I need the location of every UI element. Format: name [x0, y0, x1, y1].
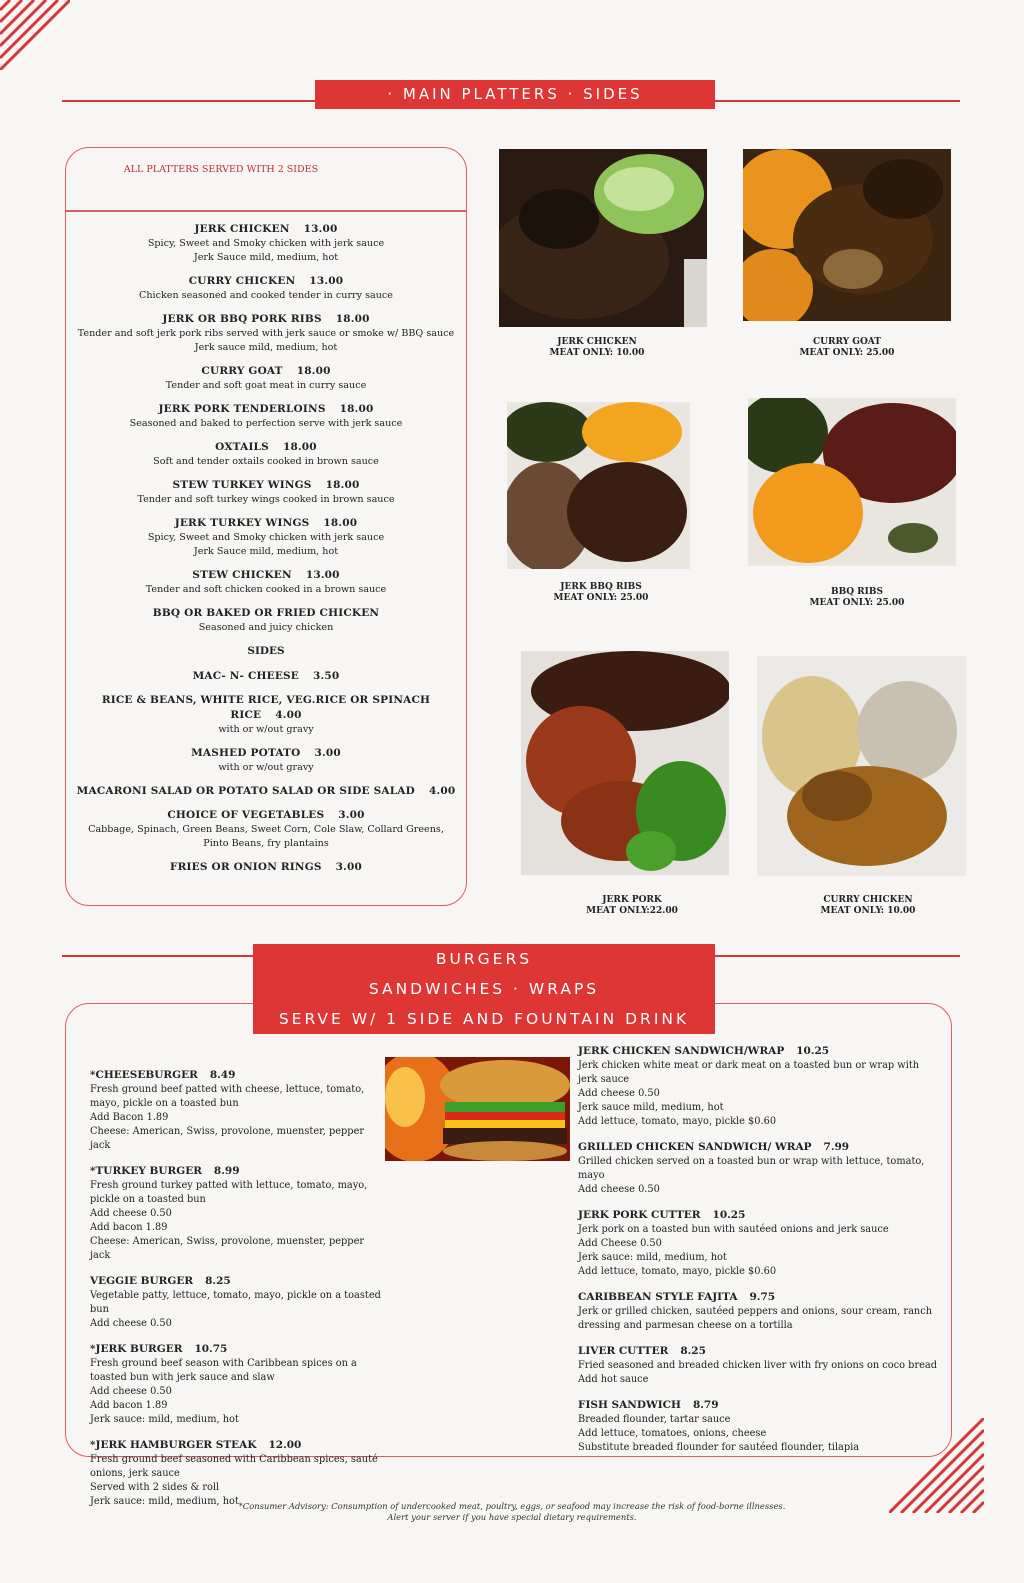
menu-item-name: BBQ OR BAKED OR FRIED CHICKEN	[152, 607, 380, 619]
caption-name: JERK BBQ RIBS	[560, 582, 642, 592]
burger-item-title	[90, 1068, 385, 1083]
menu-item-description: Seasoned and baked to perfection serve with jerk sauce	[129, 418, 403, 429]
menu-item-price: 18.00	[325, 479, 360, 491]
menu-item-title	[70, 364, 462, 379]
burger-item-line: Add bacon 1.89	[90, 1400, 168, 1411]
menu-item-description: Tender and soft chicken cooked in a brown sauce	[145, 584, 387, 595]
burger-menu-item	[578, 1140, 938, 1197]
menu-item-title	[70, 669, 462, 684]
burger-item-title	[90, 1164, 385, 1179]
burger-item-price: 10.25	[712, 1209, 746, 1221]
curry-chicken-photo	[757, 656, 966, 876]
burger-menu-item	[90, 1342, 385, 1427]
menu-item-description: with or w/out gravy	[218, 724, 314, 735]
burger-item-line: Fresh ground beef patted with cheese, lettuce, tomato, mayo, pickle on a toasted bun	[90, 1084, 365, 1109]
menu-item-description: with or w/out gravy	[218, 762, 314, 773]
burger-menu-item	[90, 1438, 385, 1509]
menu-item-name: MACARONI SALAD OR POTATO SALAD OR SIDE SALAD	[76, 785, 415, 797]
burger-item-line: Add cheese 0.50	[90, 1318, 172, 1329]
menu-item-title	[70, 402, 462, 417]
menu-item-price: 13.00	[303, 223, 338, 235]
menu-item-price: 3.50	[313, 670, 340, 682]
burger-item-line: Add cheese 0.50	[90, 1386, 172, 1397]
platters-menu-box	[65, 147, 467, 906]
burger-menu-item	[578, 1290, 938, 1333]
menu-item	[70, 312, 462, 355]
burger-item-title	[578, 1398, 938, 1413]
menu-item-title	[70, 860, 462, 875]
menu-item-price: 4.00	[428, 785, 456, 797]
menu-item-title	[70, 440, 462, 455]
menu-item-description: Tender and soft goat meat in curry sauce	[165, 380, 367, 391]
burger-item-line: Add lettuce, tomato, mayo, pickle $0.60	[578, 1116, 777, 1127]
menu-item-description: Tender and soft turkey wings cooked in brown sauce	[137, 494, 395, 505]
burger-item-price: 9.75	[749, 1291, 776, 1303]
menu-item-price: 18.00	[323, 517, 358, 529]
menu-item-description: Spicy, Sweet and Smoky chicken with jerk sauce	[147, 238, 385, 249]
burger-item-price: 8.99	[213, 1165, 240, 1177]
burger-item-title	[578, 1290, 938, 1305]
burger-item-price: 10.25	[796, 1045, 830, 1057]
burger-item-line: Add cheese 0.50	[90, 1208, 172, 1219]
burger-item-line: Cheese: American, Swiss, provolone, muenster, pepper jack	[90, 1236, 365, 1261]
burger-item-line: Add Cheese 0.50	[578, 1238, 662, 1249]
menu-item	[70, 746, 462, 775]
menu-item-price: 13.00	[309, 275, 344, 287]
burger-menu-item	[578, 1398, 938, 1455]
curry-chicken-caption	[768, 895, 968, 917]
burger-item-line: Jerk or grilled chicken, sautéed peppers and onions, sour cream, ranch dressing and parmesan cheese on a tortilla	[578, 1306, 933, 1331]
caption-name: BBQ RIBS	[831, 587, 883, 597]
burger-item-name: FISH SANDWICH	[578, 1399, 681, 1411]
menu-item-price: 18.00	[296, 365, 331, 377]
menu-item-description: Jerk sauce mild, medium, hot	[194, 342, 338, 353]
menu-item-title	[70, 606, 462, 621]
burger-item-line: Fresh ground beef season with Caribbean spices on a toasted bun with jerk sauce and slaw	[90, 1358, 357, 1383]
menu-item-name: FRIES OR ONION RINGS	[169, 861, 322, 873]
burger-item-price: 8.79	[692, 1399, 719, 1411]
menu-item-name: CHOICE OF VEGETABLES	[167, 809, 325, 821]
bbq-ribs-caption	[757, 587, 957, 609]
menu-item-name: OXTAILS	[215, 441, 269, 453]
menu-item-price: 18.00	[339, 403, 374, 415]
caption-meat-price: MEAT ONLY: 25.00	[809, 598, 905, 608]
menu-item-title	[70, 746, 462, 761]
burger-menu-item	[578, 1208, 938, 1279]
burger-item-line: Add Bacon 1.89	[90, 1112, 169, 1123]
burger-item-title	[578, 1344, 938, 1359]
burger-item-title	[578, 1140, 938, 1155]
caption-meat-price: MEAT ONLY:22.00	[586, 906, 678, 916]
burger-item-line: Jerk chicken white meat or dark meat on a toasted bun or wrap with jerk sauce	[578, 1060, 920, 1085]
curry-goat-photo	[743, 149, 951, 321]
menu-item-title	[70, 274, 462, 289]
burgers-right-column	[578, 1044, 938, 1466]
burger-item-line: Served with 2 sides & roll	[90, 1482, 220, 1493]
menu-item-name: RICE & BEANS, WHITE RICE, VEG.RICE OR SPINACH RICE	[101, 694, 431, 721]
burger-item-line: Add lettuce, tomatoes, onions, cheese	[578, 1428, 767, 1439]
burger-item-line: Grilled chicken served on a toasted bun or wrap with lettuce, tomato, mayo	[578, 1156, 925, 1181]
caption-meat-price: MEAT ONLY: 10.00	[820, 906, 916, 916]
burger-item-line: Add hot sauce	[578, 1374, 649, 1385]
menu-item-description: Jerk Sauce mild, medium, hot	[193, 546, 339, 557]
burger-item-name: JERK CHICKEN SANDWICH/WRAP	[578, 1045, 785, 1057]
menu-item-title	[70, 568, 462, 583]
burger-item-name: *CHEESEBURGER	[90, 1069, 198, 1081]
burger-menu-item	[578, 1044, 938, 1129]
menu-item-name: JERK TURKEY WINGS	[174, 517, 310, 529]
jerk-pork-caption	[532, 895, 732, 917]
menu-item-title	[70, 222, 462, 237]
burger-item-price: 12.00	[268, 1439, 302, 1451]
menu-item-price: 13.00	[305, 569, 340, 581]
caption-meat-price: MEAT ONLY: 25.00	[799, 348, 895, 358]
burger-item-title	[90, 1438, 385, 1453]
jerk-chicken-photo	[499, 149, 707, 327]
burger-item-price: 8.25	[205, 1275, 231, 1287]
burger-item-name: *JERK HAMBURGER STEAK	[90, 1439, 257, 1451]
curry-goat-caption	[747, 337, 947, 359]
burger-item-line: Jerk sauce: mild, medium, hot	[578, 1252, 727, 1263]
burger-item-title	[578, 1044, 938, 1059]
burger-item-line: Jerk sauce mild, medium, hot	[578, 1102, 724, 1113]
jerk-bbq-ribs-photo	[507, 402, 690, 569]
burger-item-name: CARIBBEAN STYLE FAJITA	[578, 1291, 738, 1303]
burger-item-line: Fresh ground turkey patted with lettuce, tomato, mayo, pickle on a toasted bun	[90, 1180, 368, 1205]
menu-item-price: 4.00	[275, 709, 302, 721]
menu-item	[70, 516, 462, 559]
consumer-advisory	[0, 1501, 1024, 1523]
caption-name: JERK PORK	[602, 895, 662, 905]
menu-item	[70, 606, 462, 635]
caption-meat-price: MEAT ONLY: 10.00	[549, 348, 645, 358]
menu-item-title	[70, 312, 462, 327]
advisory-line-1: *Consumer Advisory: Consumption of undercooked meat, poultry, eggs, or seafood may increase the risk of food-borne illnesses.	[238, 1501, 786, 1511]
burger-item-line: Jerk sauce: mild, medium, hot	[90, 1414, 239, 1425]
caption-name: CURRY GOAT	[813, 337, 881, 347]
menu-item-description: Pinto Beans, fry plantains	[203, 838, 329, 849]
menu-item-title	[70, 693, 462, 723]
main-platters-banner: · MAIN PLATTERS · SIDES	[315, 80, 715, 109]
menu-item	[70, 784, 462, 799]
platters-list	[70, 222, 462, 884]
burger-item-title	[90, 1274, 385, 1289]
burger-item-price: 7.99	[823, 1141, 850, 1153]
menu-item-name: MASHED POTATO	[191, 747, 301, 759]
burger-item-price: 8.49	[209, 1069, 236, 1081]
menu-item-name: STEW TURKEY WINGS	[172, 479, 312, 491]
advisory-line-2: Alert your server if you have special dietary requirements.	[387, 1512, 637, 1522]
bbq-ribs-photo	[748, 398, 956, 566]
menu-item-price: 3.00	[338, 809, 365, 821]
burger-item-price: 10.75	[194, 1343, 228, 1355]
burger-item-name: JERK PORK CUTTER	[578, 1209, 701, 1221]
menu-item-description: Cabbage, Spinach, Green Beans, Sweet Corn, Cole Slaw, Collard Greens,	[88, 824, 444, 835]
menu-item	[70, 274, 462, 303]
burger-menu-item	[90, 1274, 385, 1331]
menu-item	[70, 402, 462, 431]
caption-meat-price: MEAT ONLY: 25.00	[553, 593, 649, 603]
burger-item-line: Breaded flounder, tartar sauce	[578, 1414, 731, 1425]
menu-item-title	[70, 808, 462, 823]
menu-item-description: Chicken seasoned and cooked tender in curry sauce	[139, 290, 393, 301]
burger-item-line: Add cheese 0.50	[578, 1088, 660, 1099]
menu-item	[70, 693, 462, 737]
menu-item	[70, 669, 462, 684]
burger-menu-item	[578, 1344, 938, 1387]
menu-item	[70, 440, 462, 469]
menu-item-name: MAC- N- CHEESE	[192, 670, 300, 682]
caption-name: CURRY CHICKEN	[823, 895, 913, 905]
menu-item	[70, 808, 462, 851]
menu-item	[70, 222, 462, 265]
menu-item-description: Soft and tender oxtails cooked in brown sauce	[153, 456, 379, 467]
burgers-banner	[253, 944, 715, 1034]
menu-item-description: Seasoned and juicy chicken	[198, 622, 334, 633]
menu-item-price: 3.00	[335, 861, 363, 873]
burgers-left-column	[90, 1068, 385, 1520]
caption-name: JERK CHICKEN	[557, 337, 637, 347]
platters-divider	[66, 210, 466, 212]
menu-item-price: 3.00	[314, 747, 341, 759]
menu-item-name: JERK OR BBQ PORK RIBS	[162, 313, 322, 325]
burgers-banner-line-2: SANDWICHES · WRAPS	[368, 980, 600, 998]
menu-item-name: CURRY GOAT	[201, 365, 283, 377]
burgers-banner-line-3: SERVE W/ 1 SIDE AND FOUNTAIN DRINK	[278, 1010, 690, 1028]
burger-item-line: Fried seasoned and breaded chicken liver with fry onions on coco bread	[578, 1360, 938, 1371]
menu-item-name: JERK PORK TENDERLOINS	[158, 403, 326, 415]
burger-item-line: Jerk pork on a toasted bun with sautéed onions and jerk sauce	[578, 1224, 889, 1235]
burger-photo	[385, 1057, 570, 1161]
burger-item-line: Cheese: American, Swiss, provolone, muenster, pepper jack	[90, 1126, 365, 1151]
menu-item	[70, 364, 462, 393]
burgers-banner-line-1: BURGERS	[435, 950, 533, 968]
corner-stripes-top-left	[0, 0, 70, 70]
burger-menu-item	[90, 1164, 385, 1263]
menu-item-price: 18.00	[282, 441, 317, 453]
burger-item-name: *JERK BURGER	[90, 1343, 183, 1355]
jerk-bbq-ribs-caption	[501, 582, 701, 604]
burger-item-line: Jerk sauce: mild, medium, hot	[90, 1496, 239, 1507]
burger-item-name: GRILLED CHICKEN SANDWICH/ WRAP	[578, 1141, 812, 1153]
burger-item-name: VEGGIE BURGER	[90, 1275, 194, 1287]
menu-item	[70, 568, 462, 597]
platters-note: ALL PLATTERS SERVED WITH 2 SIDES	[123, 164, 319, 175]
burger-item-title	[578, 1208, 938, 1223]
burger-item-price: 8.25	[680, 1345, 706, 1357]
burger-item-line: Add lettuce, tomato, mayo, pickle $0.60	[578, 1266, 777, 1277]
burger-menu-item	[90, 1068, 385, 1153]
menu-item-price: 18.00	[335, 313, 370, 325]
burger-item-line: Substitute breaded flounder for sautéed flounder, tilapia	[578, 1442, 860, 1453]
menu-item-title	[70, 478, 462, 493]
menu-item-description: Jerk Sauce mild, medium, hot	[193, 252, 339, 263]
burger-item-line: Add bacon 1.89	[90, 1222, 168, 1233]
burger-item-line: Add cheese 0.50	[578, 1184, 660, 1195]
burger-item-name: LIVER CUTTER	[578, 1345, 669, 1357]
jerk-chicken-caption	[497, 337, 697, 359]
sides-heading: SIDES	[247, 645, 285, 657]
burger-item-name: *TURKEY BURGER	[90, 1165, 202, 1177]
menu-item	[70, 478, 462, 507]
menu-item-description: Spicy, Sweet and Smoky chicken with jerk sauce	[147, 532, 385, 543]
menu-item-name: JERK CHICKEN	[194, 223, 290, 235]
menu-item-name: CURRY CHICKEN	[188, 275, 296, 287]
jerk-pork-photo	[521, 651, 729, 875]
burger-item-title	[90, 1342, 385, 1357]
menu-item-title	[70, 516, 462, 531]
burger-item-line: Vegetable patty, lettuce, tomato, mayo, pickle on a toasted bun	[90, 1290, 381, 1315]
menu-item-title	[70, 784, 462, 799]
menu-item-name: STEW CHICKEN	[192, 569, 292, 581]
menu-item	[70, 860, 462, 875]
burger-item-line: Fresh ground beef seasoned with Caribbean spices, sauté onions, jerk sauce	[90, 1454, 378, 1479]
menu-item-description: Tender and soft jerk pork ribs served with jerk sauce or smoke w/ BBQ sauce	[77, 328, 455, 339]
